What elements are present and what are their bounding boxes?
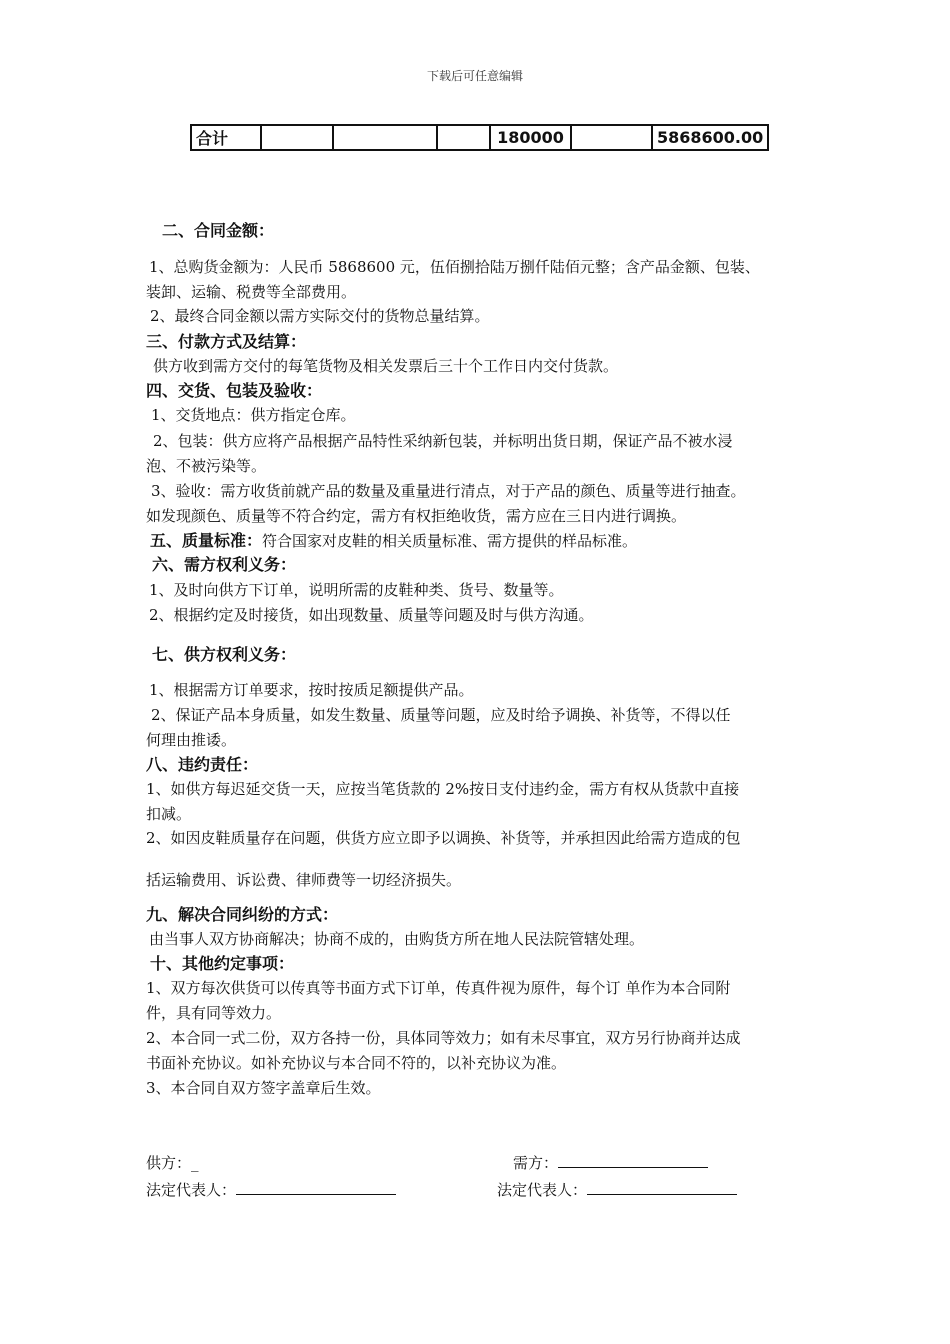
buyer-label: 需方： — [513, 1154, 559, 1172]
table-cell — [571, 125, 652, 150]
paragraph-line: 1、根据需方订单要求，按时按质足额提供产品。 — [149, 681, 474, 699]
supplier-rep-label: 法定代表人： — [146, 1181, 237, 1199]
paragraph-line: 3、验收：需方收货前就产品的数量及重量进行清点，对于产品的颜色、质量等进行抽查。 — [151, 482, 746, 500]
paragraph-line: 2、保证产品本身质量，如发生数量、质量等问题，应及时给予调换、补货等，不得以任 — [151, 706, 731, 724]
section-10-title: 十、其他约定事项： — [150, 954, 295, 973]
table-cell-label: 合计 — [191, 125, 261, 150]
section-6-title: 六、需方权利义务： — [152, 555, 297, 574]
table-cell-quantity: 180000 — [490, 125, 571, 150]
paragraph-line: 1、交货地点：供方指定仓库。 — [151, 406, 356, 424]
paragraph-line: 书面补充协议。如补充协议与本合同不符的，以补充协议为准。 — [146, 1054, 567, 1072]
paragraph-line: 供方收到需方交付的每笔货物及相关发票后三十个工作日内交付货款。 — [153, 357, 619, 375]
section-7-title: 七、供方权利义务： — [152, 645, 297, 664]
paragraph-line: 2、包装：供方应将产品根据产品特性采纳新包装，并标明出货日期，保证产品不被水浸 — [153, 432, 733, 450]
paragraph-line: 2、根据约定及时接货，如出现数量、质量等问题及时与供方沟通。 — [149, 606, 594, 624]
table-cell — [333, 125, 437, 150]
section-8-title: 八、违约责任： — [146, 755, 259, 774]
paragraph-line: 扣减。 — [146, 805, 192, 823]
table-cell — [437, 125, 490, 150]
supplier-rep-signature — [146, 1180, 396, 1200]
buyer-rep-line[interactable] — [587, 1180, 737, 1195]
paragraph-line: 1、如供方每迟延交货一天，应按当笔货款的 2%按日支付违约金，需方有权从货款中直接 — [146, 780, 740, 798]
section-9-title: 九、解决合同纠纷的方式： — [146, 905, 339, 924]
paragraph-line: 如发现颜色、质量等不符合约定，需方有权拒绝收货，需方应在三日内进行调换。 — [146, 507, 687, 525]
paragraph-line: 2、如因皮鞋质量存在问题，供货方应立即予以调换、补货等，并承担因此给需方造成的包 — [146, 829, 741, 847]
section-3-title: 三、付款方式及结算： — [146, 332, 307, 351]
buyer-signature — [513, 1153, 708, 1173]
paragraph-line: 3、本合同自双方签字盖章后生效。 — [146, 1079, 381, 1097]
table-cell — [261, 125, 333, 150]
section-5-title: 五、质量标准： — [150, 531, 263, 550]
paragraph-line: 泡、不被污染等。 — [146, 457, 267, 475]
paragraph-line: 装卸、运输、税费等全部费用。 — [146, 283, 357, 301]
total-table — [190, 124, 769, 151]
paragraph-line: 由当事人双方协商解决；协商不成的，由购货方所在地人民法院管辖处理。 — [149, 930, 645, 948]
section-5-text: 符合国家对皮鞋的相关质量标准、需方提供的样品标准。 — [262, 532, 638, 550]
buyer-rep-signature — [497, 1180, 737, 1200]
supplier-signature — [146, 1153, 199, 1173]
paragraph-line: 2、本合同一式二份，双方各持一份，具体同等效力；如有未尽事宜，双方另行协商并达成 — [146, 1029, 741, 1047]
section-5-line — [150, 531, 637, 551]
paragraph-line: 1、及时向供方下订单，说明所需的皮鞋种类、货号、数量等。 — [149, 581, 564, 599]
paragraph-line: 2、最终合同金额以需方实际交付的货物总量结算。 — [150, 307, 490, 325]
section-4-title: 四、交货、包装及验收： — [146, 381, 323, 400]
buyer-rep-label: 法定代表人： — [497, 1181, 588, 1199]
buyer-signature-line[interactable] — [558, 1153, 708, 1168]
paragraph-line: 1、总购货金额为：人民币 5868600 元，伍佰捌拾陆万捌仟陆佰元整；含产品金额、包装、 — [149, 258, 760, 276]
table-row — [191, 125, 768, 150]
table-cell-amount: 5868600.00 — [652, 125, 768, 150]
supplier-label: 供方：_ — [146, 1154, 199, 1172]
supplier-rep-line[interactable] — [236, 1180, 396, 1195]
paragraph-line: 何理由推诿。 — [146, 731, 237, 749]
page-header: 下载后可任意编辑 — [426, 69, 523, 83]
section-2-title: 二、合同金额： — [162, 221, 275, 240]
paragraph-line: 件，具有同等效力。 — [146, 1004, 282, 1022]
paragraph-line: 1、双方每次供货可以传真等书面方式下订单，传真件视为原件，每个订 单作为本合同附 — [146, 979, 731, 997]
paragraph-line: 括运输费用、诉讼费、律师费等一切经济损失。 — [146, 871, 462, 889]
